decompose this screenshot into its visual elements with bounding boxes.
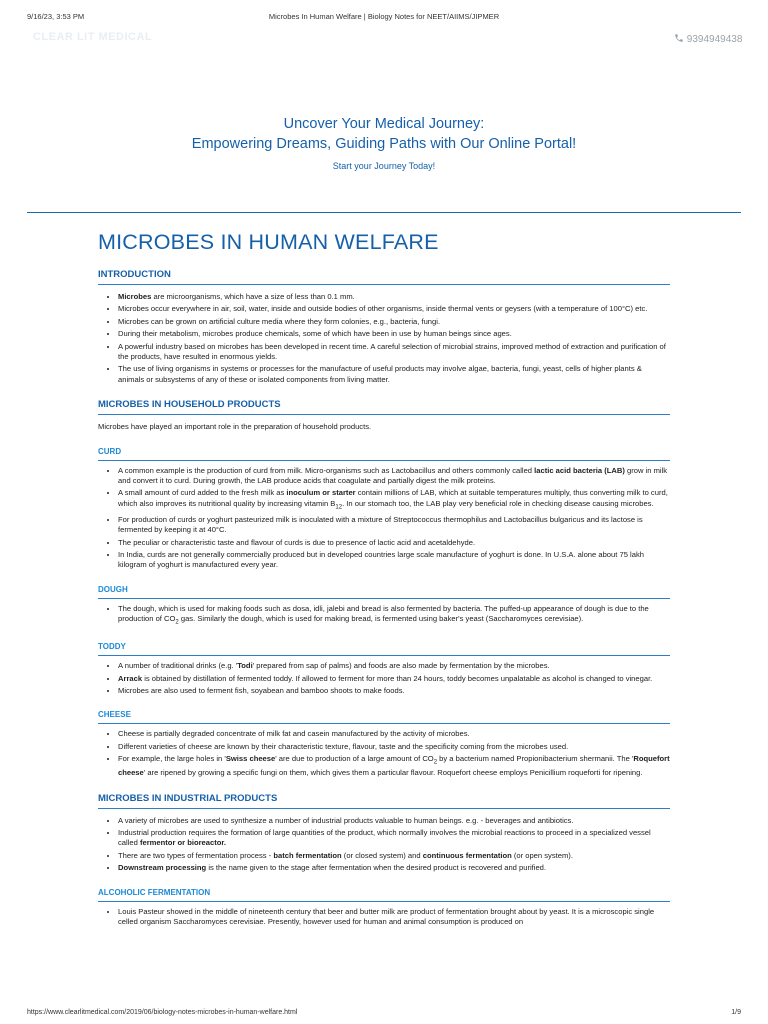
text-span: gas. Similarly the dough, which is used for making bread, is fermented using baker's yeast (Saccharomyces cerevisiae). [178, 614, 584, 624]
print-header [27, 12, 741, 24]
list-item: • Cheese is partially degraded concentrate of milk fat and casein manufactured by the activity of microbes. [118, 729, 670, 739]
list-item: • Microbes can be grown on artificial culture media where they form colonies, e.g., bacteria, fungi. [118, 317, 670, 327]
text-span: (or closed system) and [341, 850, 423, 860]
subscript: 12 [335, 504, 343, 511]
banner-headline: Uncover Your Medical Journey: [283, 116, 485, 132]
list-item [118, 907, 670, 927]
bold-term: continuous fermentation [422, 850, 512, 860]
subheading-alcoholic-fermentation: ALCOHOLIC FERMENTATION [98, 888, 670, 902]
section-heading-introduction: INTRODUCTION [98, 269, 670, 285]
phone-icon [674, 33, 684, 43]
article-title: MICROBES IN HUMAN WELFARE [98, 230, 439, 254]
list-item [118, 604, 670, 628]
banner-cta-link[interactable]: Start your Journey Today! [332, 161, 436, 171]
article-content [98, 230, 670, 941]
list-item: • The peculiar or characteristic taste and flavour of curds is due to presence of lactic acid and acetaldehyde. [118, 538, 670, 548]
bold-term: Todi [237, 661, 253, 671]
list-item [118, 674, 670, 684]
text-span: Industrial production requires the formation of large quantities of the product, which normally involves the microbial reactions to proceed in a specialized vessel called [118, 827, 651, 848]
banner-divider [27, 212, 741, 213]
list-item: • A powerful industry based on microbes has been developed in recent time. A careful selection of microbial strains, improved method of extraction and purification of the products, have resulted in enormous yields. [118, 342, 670, 363]
list-item [118, 828, 670, 849]
text-span: microscopic single celled organism Saccharomyces cerevisiae. Presently, however used for human and animal consumption is produced on [118, 906, 655, 926]
promo-banner [0, 114, 768, 174]
phone-contact[interactable] [674, 33, 742, 45]
list-item [118, 488, 670, 512]
print-datetime: 9/16/23, 3:53 PM [27, 12, 85, 21]
text-span: (or open system). [511, 850, 573, 860]
text-span: ' are due to production of a large amount of CO [275, 754, 434, 764]
list-item: • Microbes are also used to ferment fish, soyabean and bamboo shoots to make foods. [118, 686, 670, 696]
print-url: https://www.clearlitmedical.com/2019/06/biology-notes-microbes-in-human-welfare.html [27, 1009, 298, 1016]
print-page-title: Microbes In Human Welfare | Biology Notes for NEET/AIIMS/JIPMER [268, 12, 500, 21]
section-heading-industrial: MICROBES IN INDUSTRIAL PRODUCTS [98, 793, 670, 809]
list-item [118, 863, 670, 873]
list-item [118, 661, 670, 671]
text-span: contain millions of LAB, which at suitable temperatures multiply, thus converting milk to curd, which also improves its nutritional quality by increasing vitamin B [118, 488, 668, 508]
subscript: 2 [433, 759, 438, 766]
text-span: by a bacterium named Propionibacterium shermanii. The ' [437, 754, 634, 764]
bold-term: Roquefort cheese [118, 754, 670, 778]
page-number: 1/9 [731, 1009, 741, 1016]
industrial-list [98, 816, 670, 874]
text-span: The dough, which is used for making foods such as dosa, idli, jalebi and bread is also fermented by bacteria. The puffed-up appearance of dough is due to the production of CO [118, 603, 649, 624]
curd-list [98, 466, 670, 571]
household-intro: Microbes have played an important role in the preparation of household products. [98, 422, 372, 432]
bold-term: Arrack [118, 673, 143, 683]
text-span: A small amount of curd added to the fresh milk as [118, 488, 287, 498]
list-item: • During their metabolism, microbes produce chemicals, some of which have been in use by human beings since ages. [118, 329, 670, 339]
text-span: ' are ripened by growing a specific fungi on them, which gives them a particular flavour. Roquefort cheese employs Penicillium roqueforti for ripening. [143, 768, 643, 778]
section-heading-household: MICROBES IN HOUSEHOLD PRODUCTS [98, 399, 670, 415]
banner-tagline: Empowering Dreams, Guiding Paths with Our Online Portal! [191, 136, 577, 152]
list-item: • The use of living organisms in systems or processes for the manufacture of useful products may involve algae, bacteria, fungi, yeast, cells of higher plants & animals or subsystems of any of these or isolated components from living matter. [118, 364, 670, 385]
list-item-text: are microorganisms, which have a size of less than 0.1 mm. [151, 292, 355, 301]
list-item: • For production of curds or yoghurt pasteurized milk is inoculated with a mixture of Streptococcus thermophilus and Lactobacillus bulgaricus and its lactose is fermented by keeping it at 40°C. [118, 515, 670, 536]
list-item: • In India, curds are not generally commercially produced but in developed countries large scale manufacture of yoghurt is done. In U.S.A. alone about 75 lakh kilogram of yoghurt is manufactured every year. [118, 550, 670, 571]
text-span: grow in milk and convert it to curd. During growth, the LAB produce acids that coagulate and partially digest the milk proteins. [118, 465, 668, 486]
cheese-list [98, 729, 670, 778]
subheading-toddy: TODDY [98, 642, 670, 656]
text-span: . In our stomach too, the LAB play very beneficial role in checking disease causing microbes. [342, 498, 654, 508]
subheading-curd: CURD [98, 447, 670, 461]
list-item [118, 466, 670, 487]
toddy-list [98, 661, 670, 696]
subheading-cheese: CHEESE [98, 710, 670, 724]
alcoholic-list [98, 907, 670, 927]
list-item: • Different varieties of cheese are known by their characteristic texture, flavour, taste and the specificity coming from the microbes used. [118, 742, 670, 752]
text-span: A common example is the production of curd from milk. Micro-organisms such as Lactobacillus and others commonly called [118, 465, 535, 475]
list-item: • A variety of microbes are used to synthesize a number of industrial products valuable to human beings. e.g. - beverages and antibiotics. [118, 816, 670, 826]
list-item [118, 851, 670, 861]
text-span: Louis Pasteur showed in the middle of nineteenth century that beer and butter milk are product of fermentation brought about by yeast. It is a [118, 906, 590, 916]
phone-number: 9394949438 [686, 34, 743, 45]
bold-term: batch fermentation [273, 850, 342, 860]
bold-term: Microbes [118, 292, 152, 301]
subscript: 2 [175, 619, 179, 626]
list-item [118, 292, 670, 302]
bold-term: fermentor or bioreactor. [139, 838, 227, 848]
bold-term: Swiss cheese [225, 754, 276, 764]
site-logo[interactable]: CLEAR LIT MEDICAL [33, 31, 153, 43]
bold-term: lactic acid bacteria (LAB) [534, 465, 625, 475]
subheading-dough: DOUGH [98, 585, 670, 599]
list-item [118, 754, 670, 778]
text-span: is obtained by distillation of fermented toddy. If allowed to ferment for more than 24 hours, toddy becomes unpalatable as alcohol is changed to vinegar. [142, 673, 653, 683]
bold-term: inoculum or starter [286, 488, 356, 498]
introduction-list [98, 292, 670, 385]
text-span: is the name given to the stage after fermentation when the desired product is recovered and purified. [206, 863, 547, 873]
list-item: • Microbes occur everywhere in air, soil, water, inside and outside bodies of other organisms, inside thermal vents or geysers (with a temperature of 100°C) etc. [118, 304, 670, 314]
text-span: A number of traditional drinks (e.g. ' [118, 661, 238, 671]
text-span: ' prepared from sap of palms) and foods are also made by fermentation by the microbes. [252, 661, 550, 671]
bold-term: Downstream processing [118, 863, 207, 873]
text-span: For example, the large holes in ' [118, 754, 226, 764]
dough-list [98, 604, 670, 628]
text-span: There are two types of fermentation process - [118, 850, 274, 860]
